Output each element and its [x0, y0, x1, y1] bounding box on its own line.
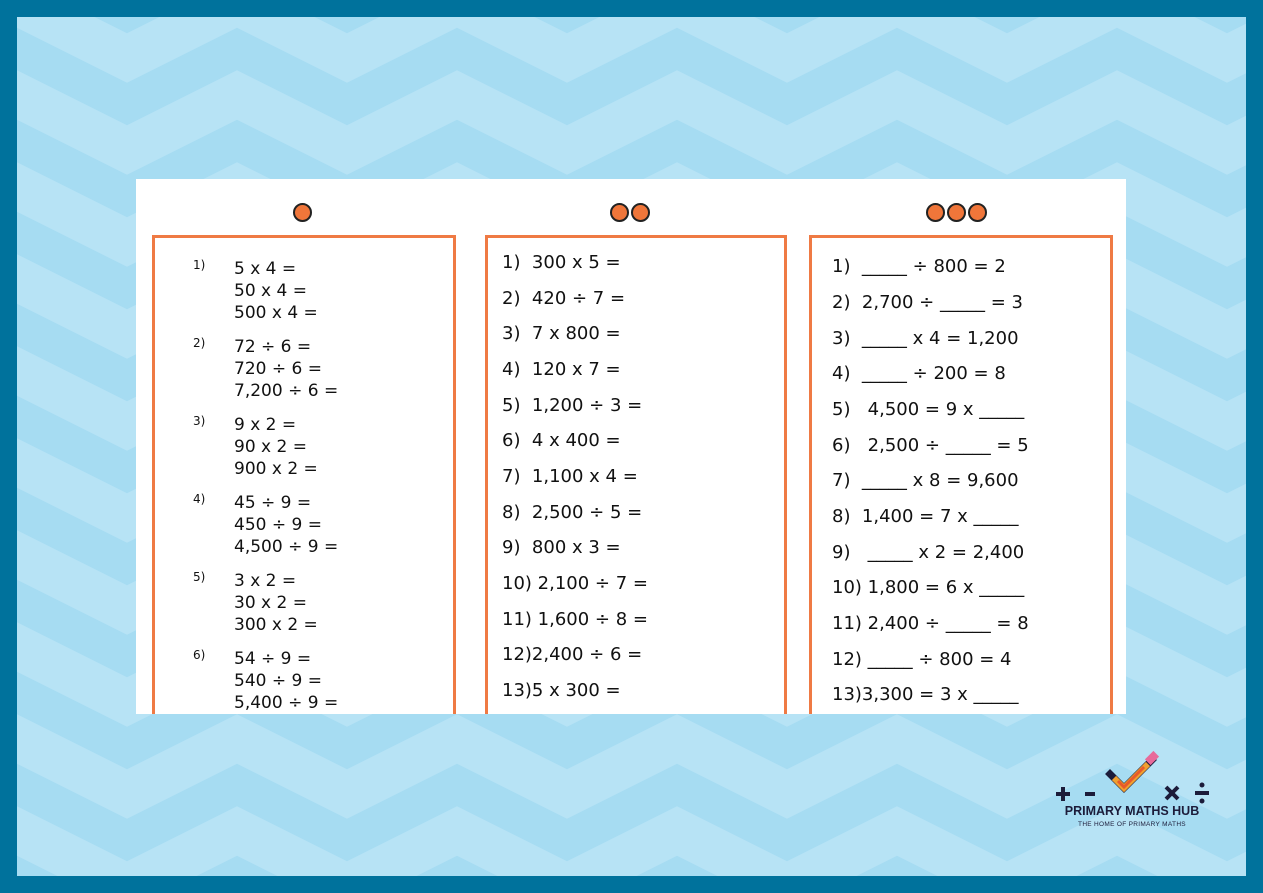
question: 11) 2,400 ÷ _____ = 8: [832, 613, 1029, 634]
question-line: 45 ÷ 9 =: [234, 493, 312, 513]
question-line: 7,200 ÷ 6 =: [234, 381, 339, 401]
question: 6) 4 x 400 =: [502, 430, 621, 451]
logo-subtitle: THE HOME OF PRIMARY MATHS: [1078, 821, 1186, 828]
question-line: 900 x 2 =: [234, 459, 318, 479]
question-line: 50 x 4 =: [234, 281, 307, 301]
question: 3) _____ x 4 = 1,200: [832, 328, 1019, 349]
question: 5) 1,200 ÷ 3 =: [502, 395, 643, 416]
column-medium: [485, 235, 787, 714]
question-number: 3): [193, 414, 206, 428]
question: 4) 120 x 7 =: [502, 359, 621, 380]
difficulty-dot: [293, 203, 312, 222]
question: 10) 1,800 = 6 x _____: [832, 577, 1025, 598]
question: 12)2,400 ÷ 6 =: [502, 644, 643, 665]
question: 5) 4,500 = 9 x _____: [832, 399, 1025, 420]
question: 1) 300 x 5 =: [502, 252, 621, 273]
worksheet-image: [136, 179, 1126, 714]
question-line: 72 ÷ 6 =: [234, 337, 312, 357]
question-line: 9 x 2 =: [234, 415, 297, 435]
question: 13)3,300 = 3 x _____: [832, 684, 1019, 705]
question: 13)5 x 300 =: [502, 680, 621, 701]
difficulty-dot: [968, 203, 987, 222]
question-line: 500 x 4 =: [234, 303, 318, 323]
question-line: 90 x 2 =: [234, 437, 307, 457]
difficulty-dot: [610, 203, 629, 222]
question: 4) _____ ÷ 200 = 8: [832, 363, 1006, 384]
question: 6) 2,500 ÷ _____ = 5: [832, 435, 1029, 456]
question: 9) 800 x 3 =: [502, 537, 621, 558]
question-line: 450 ÷ 9 =: [234, 515, 322, 535]
column-easy: [152, 235, 456, 714]
question: 11) 1,600 ÷ 8 =: [502, 609, 648, 630]
question-number: 5): [193, 570, 206, 584]
question: 7) 1,100 x 4 =: [502, 466, 638, 487]
question-number: 1): [193, 258, 206, 272]
logo-title: PRIMARY MATHS HUB: [1064, 804, 1200, 818]
difficulty-dots-3: [926, 203, 987, 225]
question-line: 300 x 2 =: [234, 615, 318, 635]
difficulty-dot: [947, 203, 966, 222]
difficulty-dots-2: [610, 203, 650, 225]
question-line: 5 x 4 =: [234, 259, 297, 279]
question: 10) 2,100 ÷ 7 =: [502, 573, 648, 594]
difficulty-dot: [926, 203, 945, 222]
question-line: 3 x 2 =: [234, 571, 297, 591]
question: 12) _____ ÷ 800 = 4: [832, 649, 1012, 670]
column-hard: [809, 235, 1113, 714]
question: 8) 2,500 ÷ 5 =: [502, 502, 643, 523]
question: 9) _____ x 2 = 2,400: [832, 542, 1025, 563]
question: 2) 420 ÷ 7 =: [502, 288, 626, 309]
question-number: 4): [193, 492, 206, 506]
question-line: 30 x 2 =: [234, 593, 307, 613]
question: 2) 2,700 ÷ _____ = 3: [832, 292, 1023, 313]
question: 8) 1,400 = 7 x _____: [832, 506, 1019, 527]
question-line: 720 ÷ 6 =: [234, 359, 322, 379]
question-number: 2): [193, 336, 206, 350]
question-number: 6): [193, 648, 206, 662]
question-line: 4,500 ÷ 9 =: [234, 537, 339, 557]
difficulty-dot: [631, 203, 650, 222]
question-line: 540 ÷ 9 =: [234, 671, 322, 691]
question: 1) _____ ÷ 800 = 2: [832, 256, 1006, 277]
question-line: 5,400 ÷ 9 =: [234, 693, 339, 713]
question: 3) 7 x 800 =: [502, 323, 621, 344]
question-line: 54 ÷ 9 =: [234, 649, 312, 669]
question: 7) _____ x 8 = 9,600: [832, 470, 1019, 491]
difficulty-dots-1: [293, 203, 312, 225]
